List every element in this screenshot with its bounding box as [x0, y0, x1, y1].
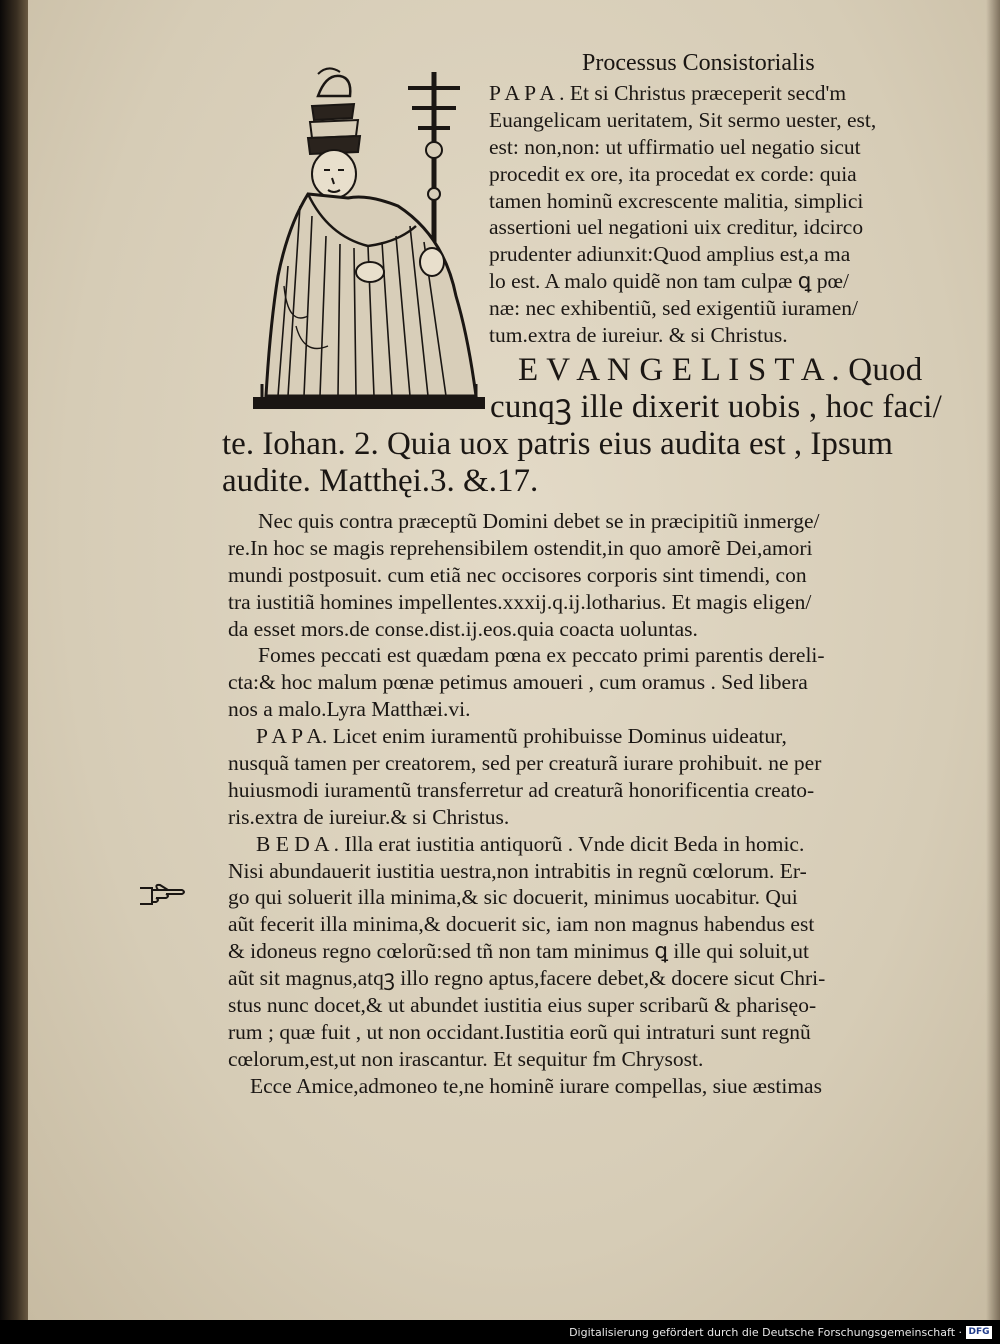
text-line: P A P A . Et si Christus præceperit secd'm [489, 81, 847, 105]
body-text [228, 508, 825, 1100]
text-line: Fomes peccati est quædam pœna ex peccato primi parentis dereli- [258, 643, 825, 668]
text-line: lo est. A malo quidẽ non tam culpæ ꝗ pœ/ [489, 269, 850, 294]
page-gutter-shadow [986, 0, 1000, 1320]
text-line: aũt sit magnus,atqꝫ illo regno aptus,facere debet,& docere sicut Chri- [228, 966, 826, 991]
text-line: ris.extra de iureiur.& si Christus. [228, 804, 510, 829]
text-line: cunqꝫ ille dixerit uobis , hoc faci/ [490, 389, 943, 425]
text-line: da esset mors.de conse.dist.ij.eos.quia coacta uoluntas. [228, 616, 698, 641]
papa-paragraph [489, 80, 876, 349]
manicule-pointing-hand-icon [138, 882, 188, 908]
evangelista-paragraph [222, 426, 893, 500]
running-head: Processus Consistorialis [582, 50, 815, 76]
text-line: procedit ex ore, ita procedat ex corde: quia [489, 161, 857, 186]
text-line: prudenter adiunxit:Quod amplius est,a ma [489, 242, 851, 267]
text-line: cœlorum,est,ut non irascantur. Et sequitur fm Chrysost. [228, 1046, 704, 1071]
text-line: P A P A. Licet enim iuramentũ prohibuisse Dominus uideatur, [256, 724, 787, 749]
text-line: go qui soluerit illa minima,& sic docuerit, minimus uocabitur. Qui [228, 885, 798, 910]
text-line: assertioni uel negationi uix creditur, idcirco [489, 215, 864, 240]
text-line: est: non,non: ut uffirmatio uel negatio sicut [489, 134, 861, 159]
text-line: Euangelicam ueritatem, Sit sermo uester, est, [489, 107, 877, 132]
text-line: næ: nec exhibentiũ, sed exigentiũ iuramen/ [489, 296, 858, 321]
text-line: nusquã tamen per creatorem, sed per creaturã iurare prohibuit. ne per [228, 751, 822, 776]
text-line: rum ; quæ fuit , ut non occidant.Iustitia eorũ qui intraturi sunt regnũ [228, 1019, 811, 1044]
text-line: te. Iohan. 2. Quia uox patris eius audita est , Ipsum [222, 426, 893, 462]
text-line: B E D A . Illa erat iustitia antiquorũ . Vnde dicit Beda in homic. [256, 831, 805, 856]
text-line: Ecce Amice,admoneo te,ne hominẽ iurare compellas, siue æstimas [250, 1073, 822, 1098]
text-line: Nisi abundauerit iustitia uestra,non intrabitis in regnũ cœlorum. Er- [228, 858, 807, 883]
text-line: huiusmodi iuramentũ transferretur ad creaturã honorificentia creato- [228, 777, 815, 802]
text-line: stus nunc docet,& ut abundet iustitia eius super scribarũ & pharisęo- [228, 993, 817, 1018]
text-line: tum.extra de iureiur. & si Christus. [489, 323, 788, 348]
text-line: re.In hoc se magis reprehensibilem ostendit,in quo amorẽ Dei,amori [228, 535, 813, 560]
dfg-logo-icon: DFG [966, 1326, 992, 1339]
text-line: E V A N G E L I S T A . Quod [518, 352, 923, 388]
evangelista-heading-line [490, 352, 943, 426]
text-line: audite. Matthęi.3. &.17. [222, 463, 539, 499]
text-line: tamen hominũ excrescente malitia, simplici [489, 188, 864, 213]
text-line: cta:& hoc malum pœnæ petimus amoueri , cum oramus . Sed libera [228, 670, 808, 695]
footer-credit: Digitalisierung gefördert durch die Deutsche Forschungsgemeinschaft · [569, 1326, 962, 1339]
text-line: tra iustitiã homines impellentes.xxxij.q.ij.lotharius. Et magis eligen/ [228, 589, 812, 614]
text-line: Nec quis contra præceptũ Domini debet se in præcipitiũ inmerge/ [258, 509, 820, 533]
text-line: aũt fecerit illa minima,& docuerit sic, iam non magnus habendus est [228, 912, 815, 937]
text-line: mundi postposuit. cum etiã nec occisores corporis sint timendi, con [228, 562, 807, 587]
book-edge [0, 0, 28, 1320]
text-line: & idoneus regno cœlorũ:sed tñ non tam minimus ꝗ ille qui soluit,ut [228, 939, 809, 964]
text-line: nos a malo.Lyra Matthæi.vi. [228, 697, 471, 722]
pope-woodcut-image [248, 66, 488, 410]
